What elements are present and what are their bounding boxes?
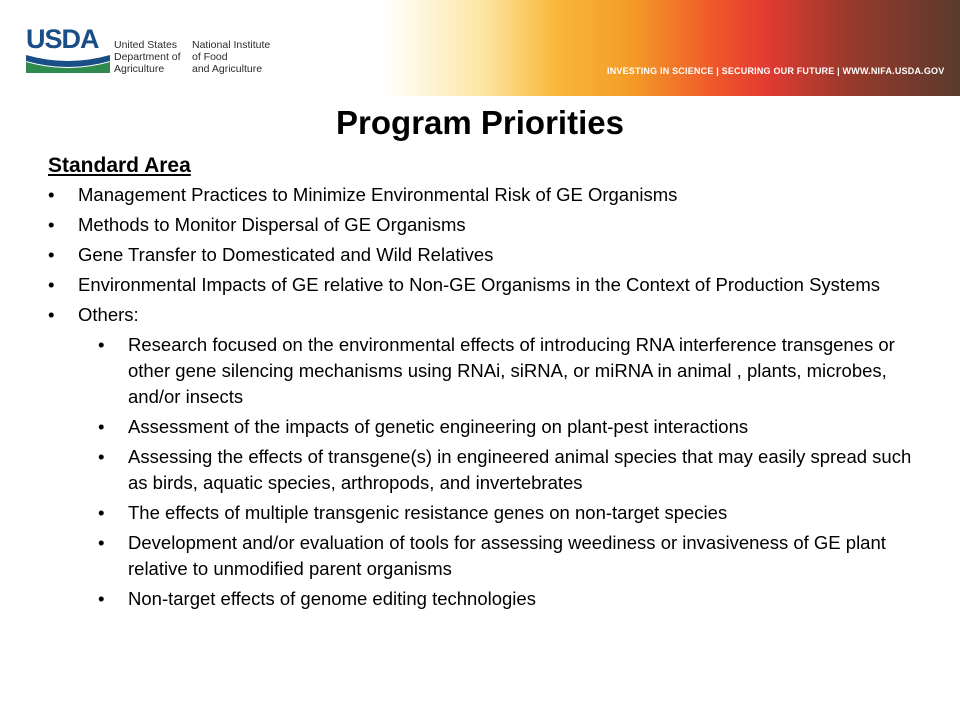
- header-tagline: INVESTING IN SCIENCE | SECURING OUR FUTURE | WWW.NIFA.USDA.GOV: [607, 66, 945, 76]
- dept-name-usda: United States Department of Agriculture: [114, 39, 181, 75]
- section-heading: Standard Area: [48, 154, 191, 177]
- usda-swoosh-icon: [26, 53, 110, 73]
- slide-content: [48, 152, 928, 616]
- usda-logo-text: USDA: [26, 24, 99, 54]
- list-item: • Gene Transfer to Domesticated and Wild Relatives: [48, 242, 928, 268]
- sub-list-item: • Assessing the effects of transgene(s) in engineered animal species that may easily spread such as birds, aquatic species, arthropods, and invertebrates: [98, 444, 928, 496]
- sub-list-item: • Non-target effects of genome editing technologies: [98, 586, 928, 612]
- dept-name-nifa: National Institute of Food and Agriculture: [192, 39, 271, 75]
- others-label: Others:: [78, 304, 139, 325]
- list-item: • Environmental Impacts of GE relative to Non-GE Organisms in the Context of Production Systems: [48, 272, 928, 298]
- list-item-others: [48, 302, 928, 612]
- sub-list-item: • Assessment of the impacts of genetic engineering on plant-pest interactions: [98, 414, 928, 440]
- header-banner: [0, 0, 960, 96]
- priority-list: [48, 182, 928, 612]
- list-item: • Management Practices to Minimize Environmental Risk of GE Organisms: [48, 182, 928, 208]
- sub-list-item: • Research focused on the environmental effects of introducing RNA interference transgenes or other gene silencing mechanisms using RNAi, siRNA, or miRNA in animal , plants, microbes, and/or insects: [98, 332, 928, 410]
- others-list: [98, 332, 928, 612]
- page-title: Program Priorities: [336, 104, 624, 141]
- sub-list-item: • Development and/or evaluation of tools for assessing weediness or invasiveness of GE plant relative to unmodified parent organisms: [98, 530, 928, 582]
- list-item: • Methods to Monitor Dispersal of GE Organisms: [48, 212, 928, 238]
- usda-logo: [26, 26, 110, 72]
- sub-list-item: • The effects of multiple transgenic resistance genes on non-target species: [98, 500, 928, 526]
